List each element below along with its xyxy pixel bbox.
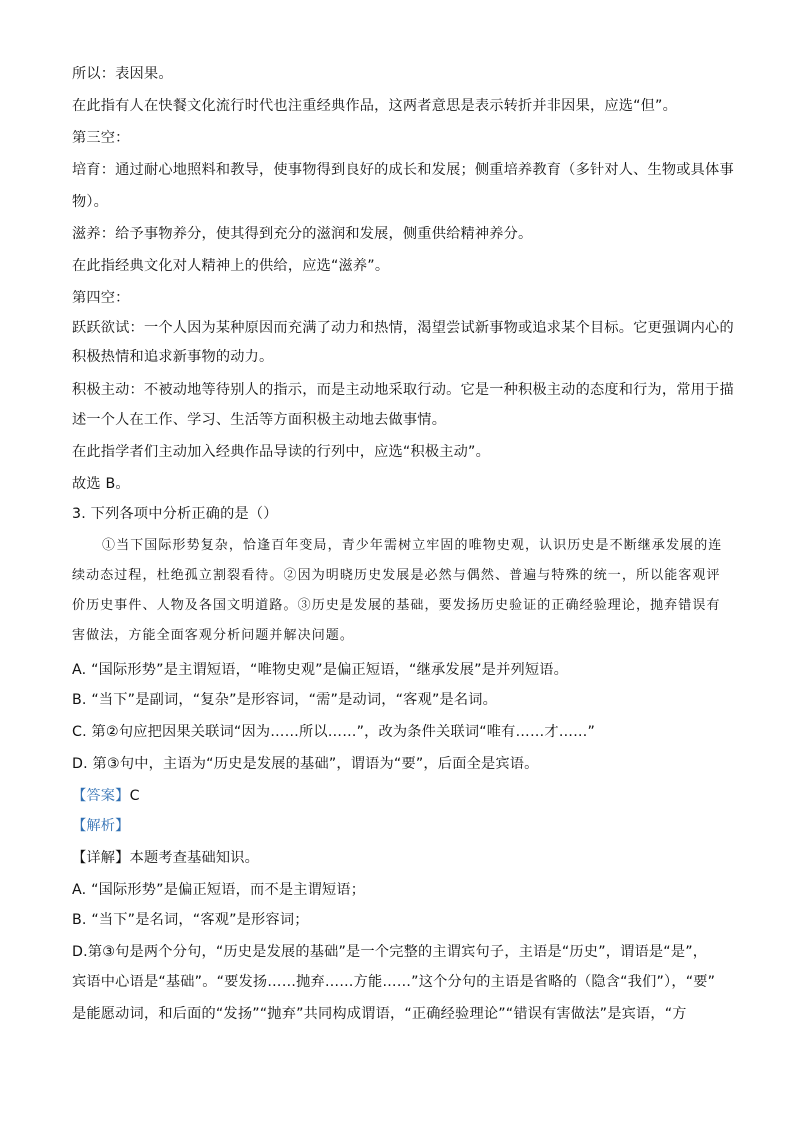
explanation-line: D.第③句是两个分句，“历史是发展的基础”是一个完整的主谓宾句子，主语是“历史”，谓语是“是”， [72, 944, 708, 960]
explanation-line: 宾语中心语是“基础”。“要发扬……抛弃……方能……”这个分句的主语是省略的（隐含“我们”），“要” [72, 974, 716, 990]
text-line: 述一个人在工作、学习、生活等方面积极主动地去做事情。 [72, 412, 447, 428]
text-line: 在此指学者们主动加入经典作品导读的行列中，应选“积极主动”。 [72, 444, 490, 460]
explanation-line: 是能愿动词，和后面的“发扬”“抛弃”共同构成谓语，“正确经验理论”“错误有害做法”是宾语，“方 [72, 1006, 687, 1022]
option-c: C. 第②句应把因果关联词“因为……所以……”，改为条件关联词“唯有……才……” [72, 724, 596, 740]
passage-line: 续动态过程，杜绝孤立割裂看待。②因为明晓历史发展是必然与偶然、普遍与特殊的统一，所以能客观评 [72, 568, 721, 583]
question-title: 3. 下列各项中分析正确的是（） [72, 506, 278, 522]
detail-line [72, 848, 722, 868]
answer-label: 【答案】 [72, 788, 130, 804]
analysis-line [72, 816, 722, 836]
option-b: B. “当下”是副词，“复杂”是形容词，“需”是动词，“客观”是名词。 [72, 692, 498, 708]
analysis-label: 【解析】 [72, 818, 130, 834]
answer-value: C [129, 788, 140, 804]
explanation-line: B. “当下”是名词，“客观”是形容词； [72, 912, 309, 928]
detail-label: 【详解】 [72, 850, 130, 866]
answer-line [72, 786, 722, 806]
detail-intro: 本题考查基础知识。 [129, 850, 260, 866]
text-line: 积极热情和追求新事物的动力。 [72, 349, 274, 365]
text-line: 所以：表因果。 [72, 66, 173, 82]
passage-line: 害做法，方能全面客观分析问题并解决问题。 [72, 628, 355, 643]
option-d: D. 第③句中，主语为“历史是发展的基础”，谓语为“要”，后面全是宾语。 [72, 756, 539, 772]
text-line: 物）。 [72, 194, 109, 210]
text-line: 第三空： [72, 130, 130, 146]
passage-line: 价历史事件、人物及各国文明道路。③历史是发展的基础，要发扬历史验证的正确经验理论，抛弃错误有 [72, 598, 721, 613]
text-line: 在此指有人在快餐文化流行时代也注重经典作品，这两者意思是表示转折并非因果，应选“但”。 [72, 98, 677, 114]
text-line: 积极主动：不被动地等待别人的指示，而是主动地采取行动。它是一种积极主动的态度和行为，常用于描 [72, 382, 734, 398]
explanation-line: A. “国际形势”是偏正短语，而不是主谓短语； [72, 882, 366, 898]
text-line: 滋养：给予事物养分，使其得到充分的滋润和发展，侧重供给精神养分。 [72, 226, 533, 242]
text-line: 在此指经典文化对人精神上的供给，应选“滋养”。 [72, 258, 390, 274]
text-line: 培育：通过耐心地照料和教导，使事物得到良好的成长和发展；侧重培养教育（多针对人、生物或具体事 [72, 162, 734, 178]
option-a: A. “国际形势”是主谓短语，“唯物史观”是偏正短语，“继承发展”是并列短语。 [72, 662, 569, 678]
text-line: 故选 B。 [72, 476, 130, 492]
text-line: 跃跃欲试：一个人因为某种原因而充满了动力和热情，渴望尝试新事物或追求某个目标。它更强调内心的 [72, 320, 734, 336]
text-line: 第四空： [72, 290, 130, 306]
passage-line: ①当下国际形势复杂，恰逢百年变局，青少年需树立牢固的唯物史观，认识历史是不断继承发展的连 [102, 538, 723, 553]
